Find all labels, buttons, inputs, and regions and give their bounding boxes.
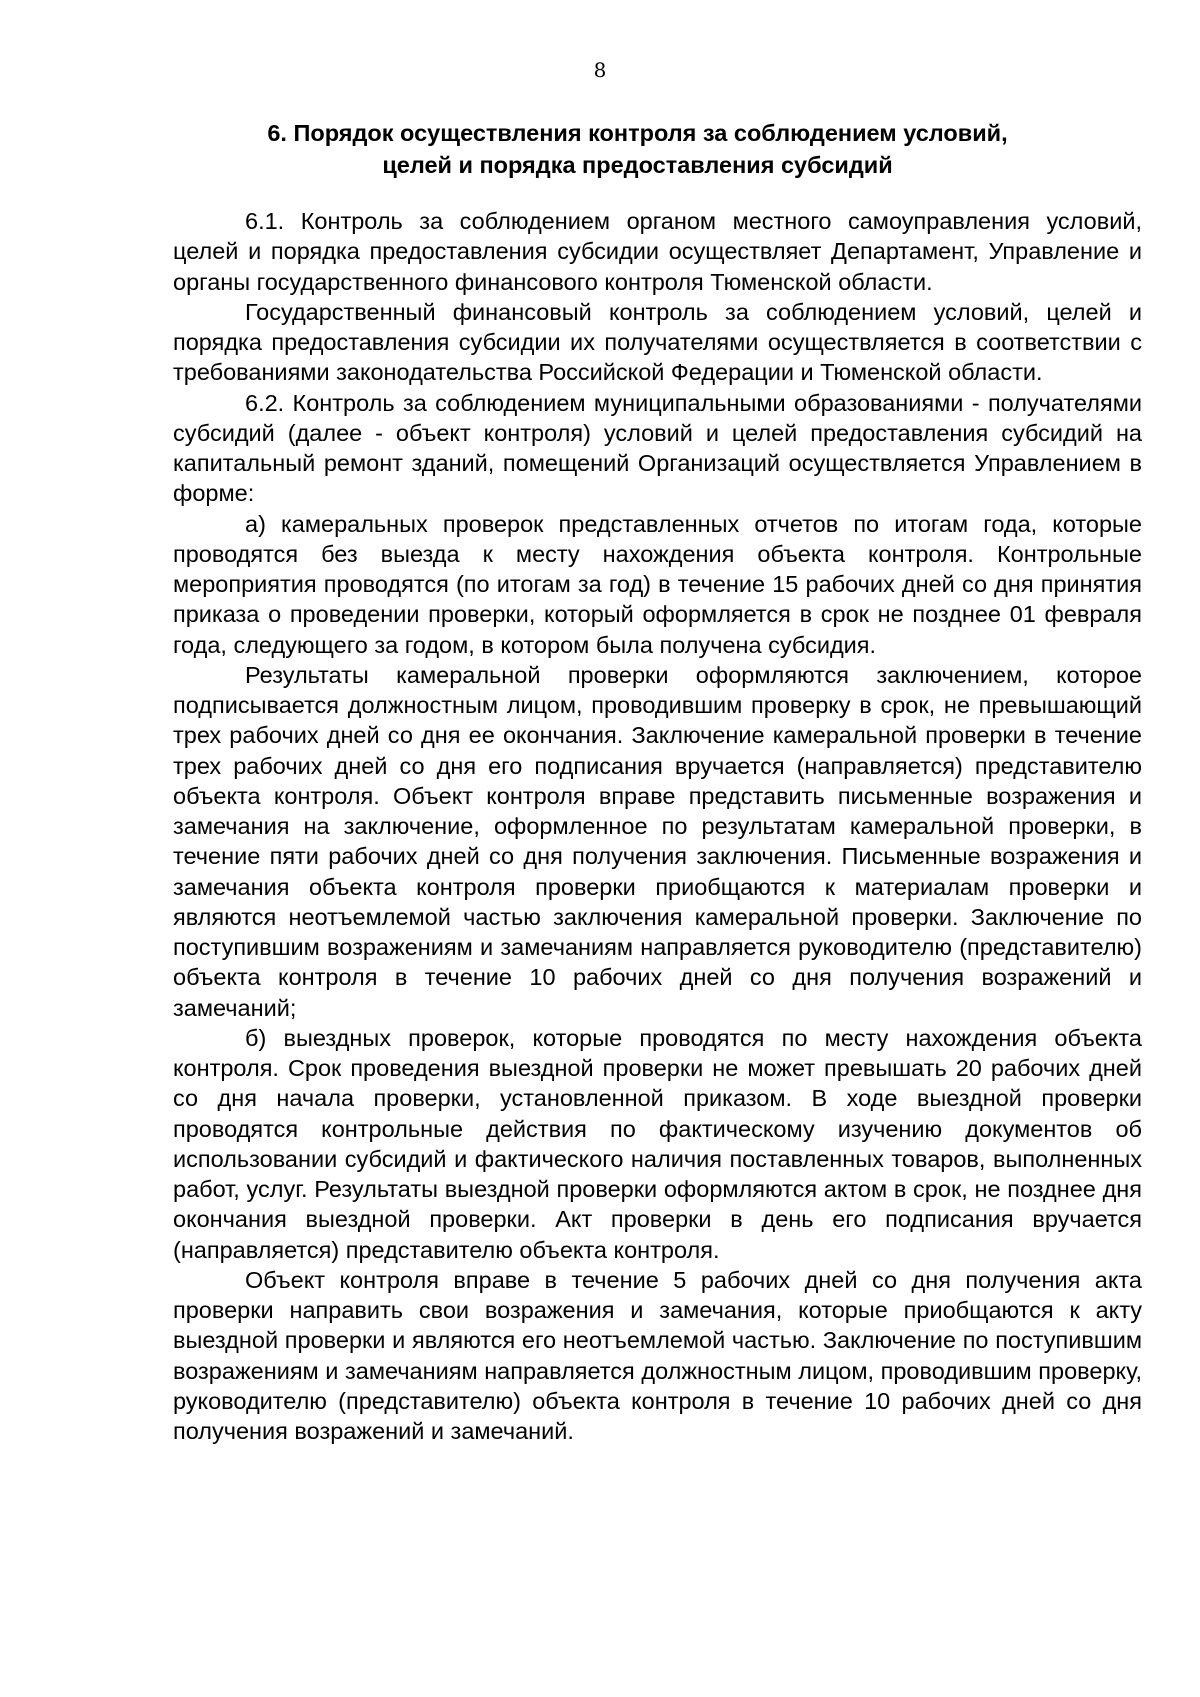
paragraph-desk-audit-results: Результаты камеральной проверки оформляются заключением, которое подписывается должностным лицом, проводившим проверку в срок, не превышающий трех рабочих дней со дня ее окончания. Заключение камеральной проверки в течение трех рабочих дней со дня его подписания вручается (направляется) представителю объекта контроля. Объект контроля вправе представить письменные возражения и замечания на заключение, оформленное по результатам камеральной проверки, в течение пяти рабочих дней со дня получения заключения. Письменные возражения и замечания объекта контроля проверки приобщаются к материалам проверки и являются неотъемлемой частью заключения камеральной проверки. Заключение по поступившим возражениям и замечаниям направляется руководителю (представителю) объекта контроля в течение 10 рабочих дней со дня получения возражений и замечаний; bbox=[173, 661, 1142, 1021]
section-heading bbox=[170, 117, 1105, 181]
page-number: 8 bbox=[593, 58, 607, 82]
body-text bbox=[173, 206, 1142, 1446]
section-heading-line-2: целей и порядка предоставления субсидий bbox=[382, 152, 893, 178]
paragraph-desk-audits: а) камеральных проверок представленных отчетов по итогам года, которые проводятся без выезда к месту нахождения объекта контроля. Контрольные мероприятия проводятся (по итогам за год) в течение 15 рабочих дней со дня принятия приказа о проведении проверки, который оформляется в срок не позднее 01 февраля года, следующего за годом, в котором была получена субсидия. bbox=[173, 510, 1142, 658]
paragraph-field-audits: б) выездных проверок, которые проводятся по месту нахождения объекта контроля. Срок проведения выездной проверки не может превышать 20 рабочих дней со дня начала проверки, установленной приказом. В ходе выездной проверки проводятся контрольные действия по фактическому изучению документов об использовании субсидий и фактического наличия поставленных товаров, выполненных работ, услуг. Результаты выездной проверки оформляются актом в срок, не позднее дня окончания выездной проверки. Акт проверки в день его подписания вручается (направляется) представителю объекта контроля. bbox=[173, 1024, 1142, 1263]
paragraph-state-financial-control: Государственный финансовый контроль за соблюдением условий, целей и порядка предоставления субсидии их получателями осуществляется в соответствии с требованиями законодательства Российской Федерации и Тюменской области. bbox=[173, 298, 1142, 386]
section-heading-line-1: 6. Порядок осуществления контроля за соблюдением условий, bbox=[267, 120, 1008, 146]
paragraph-6-2: 6.2. Контроль за соблюдением муниципальными образованиями - получателями субсидий (далее - объект контроля) условий и целей предоставления субсидий на капитальный ремонт зданий, помещений Организаций осуществляется Управлением в форме: bbox=[173, 389, 1142, 507]
paragraph-objections: Объект контроля вправе в течение 5 рабочих дней со дня получения акта проверки направить свои возражения и замечания, которые приобщаются к акту выездной проверки и являются его неотъемлемой частью. Заключение по поступившим возражениям и замечаниям направляется должностным лицом, проводившим проверку, руководителю (представителю) объекта контроля в течение 10 рабочих дней со дня получения возражений и замечаний. bbox=[173, 1266, 1142, 1444]
paragraph-6-1: 6.1. Контроль за соблюдением органом местного самоуправления условий, целей и порядка предоставления субсидии осуществляет Департамент, Управление и органы государственного финансового контроля Тюменской области. bbox=[173, 208, 1142, 295]
